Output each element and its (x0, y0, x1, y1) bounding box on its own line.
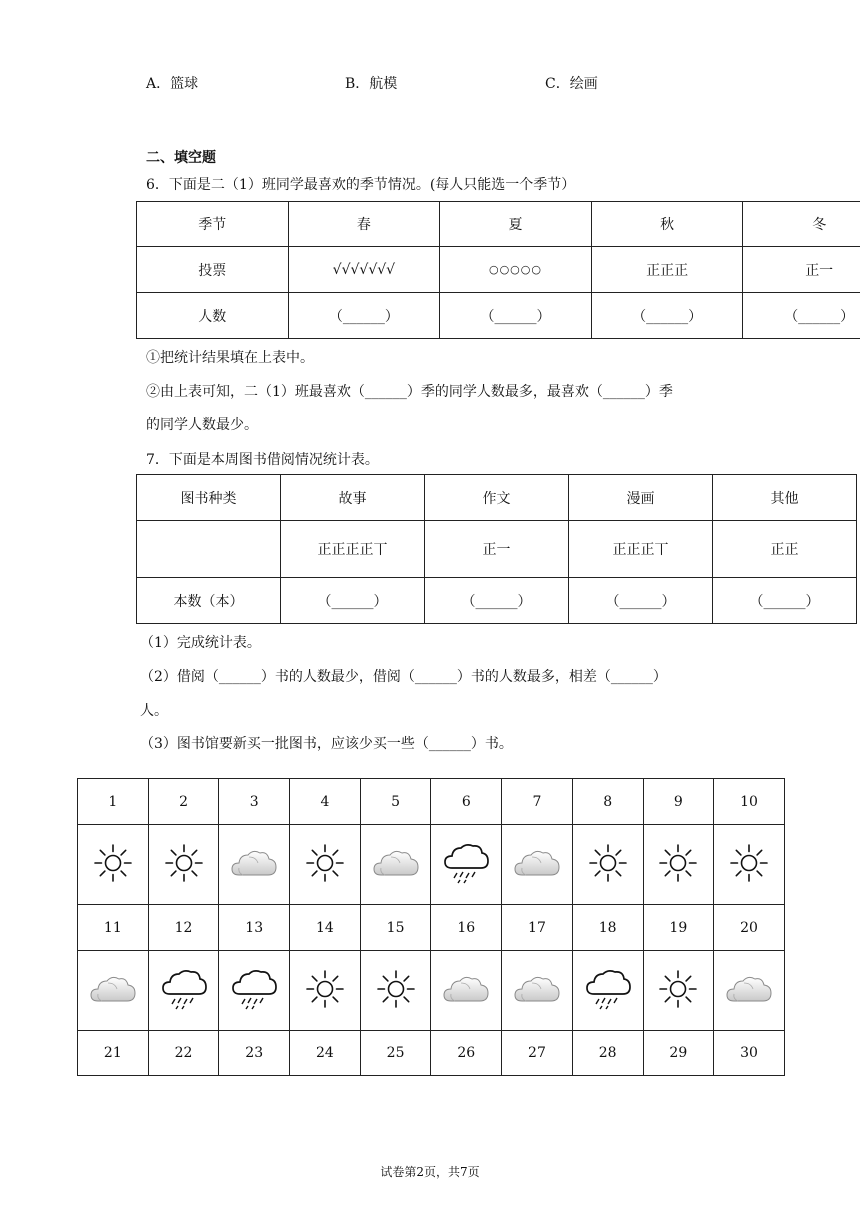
q6-header-spring: 春 (288, 202, 440, 247)
cloud-icon (88, 969, 138, 1009)
day-cell: 14 (290, 905, 361, 951)
weather-icon-cell (431, 825, 502, 905)
q6-header-autumn: 秋 (591, 202, 743, 247)
q7-sub2-line1: （2）借阅（______）书的人数最少，借阅（______）书的人数最多，相差（______） (140, 669, 667, 685)
q7-header-row (137, 475, 857, 521)
q6-votes-winter: 正一 (743, 247, 860, 293)
q5-option-b: B．航模 (345, 76, 398, 92)
day-cell: 29 (643, 1031, 714, 1076)
q7-tally-label (137, 521, 281, 578)
day-cell: 30 (714, 1031, 785, 1076)
sun-icon (655, 966, 701, 1012)
q6-votes-row (137, 247, 860, 293)
q7-count-row (137, 578, 857, 624)
weather-icon-cell (572, 951, 643, 1031)
weather-icon-cell (643, 951, 714, 1031)
weather-days-row-3 (78, 1031, 785, 1076)
weather-icon-cell (360, 951, 431, 1031)
rain-icon (441, 840, 491, 886)
day-cell: 25 (360, 1031, 431, 1076)
q7-count-label: 本数（本） (137, 578, 281, 624)
q7-header-comic: 漫画 (569, 475, 713, 521)
q7-count-other-blank[interactable]: （______） (713, 578, 857, 624)
cloud-icon (512, 843, 562, 883)
sun-icon (726, 840, 772, 886)
q6-count-label: 人数 (137, 293, 289, 339)
q7-header-other: 其他 (713, 475, 857, 521)
q7-header-category: 图书种类 (137, 475, 281, 521)
weather-icon-cell (714, 951, 785, 1031)
q7-header-essay: 作文 (425, 475, 569, 521)
weather-icon-cell (148, 951, 219, 1031)
sun-icon (302, 840, 348, 886)
rain-icon (159, 966, 209, 1012)
q5-option-a: A．篮球 (146, 76, 199, 92)
day-cell: 28 (572, 1031, 643, 1076)
day-cell: 23 (219, 1031, 290, 1076)
day-cell: 20 (714, 905, 785, 951)
weather-icons-row-1 (78, 825, 785, 905)
weather-icon-cell (502, 825, 573, 905)
day-cell: 1 (78, 779, 149, 825)
weather-icon-cell (572, 825, 643, 905)
q6-votes-spring: √√√√√√√ (288, 247, 440, 293)
q6-votes-label: 投票 (137, 247, 289, 293)
q6-sub1: ①把统计结果填在上表中。 (146, 350, 314, 366)
day-cell: 9 (643, 779, 714, 825)
rain-icon (229, 966, 279, 1012)
q6-votes-summer: ○○○○○ (440, 247, 592, 293)
day-cell: 7 (502, 779, 573, 825)
q6-count-summer-blank[interactable]: （______） (440, 293, 592, 339)
weather-icon-cell (502, 951, 573, 1031)
cloud-icon (229, 843, 279, 883)
day-cell: 6 (431, 779, 502, 825)
day-cell: 27 (502, 1031, 573, 1076)
weather-icon-cell (78, 951, 149, 1031)
sun-icon (161, 840, 207, 886)
day-cell: 17 (502, 905, 573, 951)
section2-title: 二、填空题 (146, 150, 216, 166)
rain-icon (583, 966, 633, 1012)
day-cell: 4 (290, 779, 361, 825)
day-cell: 3 (219, 779, 290, 825)
weather-icon-cell (219, 825, 290, 905)
weather-icon-cell (219, 951, 290, 1031)
weather-icon-cell (714, 825, 785, 905)
q7-count-story-blank[interactable]: （______） (281, 578, 425, 624)
q7-tally-row (137, 521, 857, 578)
q6-stem: 6．下面是二（1）班同学最喜欢的季节情况。(每人只能选一个季节） (146, 177, 576, 193)
cloud-icon (724, 969, 774, 1009)
day-cell: 13 (219, 905, 290, 951)
day-cell: 12 (148, 905, 219, 951)
day-cell: 8 (572, 779, 643, 825)
sun-icon (655, 840, 701, 886)
weather-days-row-1 (78, 779, 785, 825)
day-cell: 18 (572, 905, 643, 951)
q7-stem: 7．下面是本周图书借阅情况统计表。 (146, 452, 379, 468)
q6-count-row (137, 293, 860, 339)
day-cell: 5 (360, 779, 431, 825)
q7-sub3: （3）图书馆要新买一批图书，应该少买一些（______）书。 (140, 736, 513, 752)
weather-icon-cell (78, 825, 149, 905)
q6-season-table (136, 201, 860, 339)
q6-count-autumn-blank[interactable]: （______） (591, 293, 743, 339)
cloud-icon (441, 969, 491, 1009)
q6-header-summer: 夏 (440, 202, 592, 247)
weather-icon-cell (290, 825, 361, 905)
sun-icon (90, 840, 136, 886)
weather-icon-cell (360, 825, 431, 905)
sun-icon (302, 966, 348, 1012)
day-cell: 19 (643, 905, 714, 951)
day-cell: 21 (78, 1031, 149, 1076)
q6-sub2-line2: 的同学人数最少。 (146, 417, 258, 433)
weather-calendar (77, 778, 785, 1076)
q7-count-comic-blank[interactable]: （______） (569, 578, 713, 624)
q7-book-table (136, 474, 857, 624)
q7-sub2-line2: 人。 (140, 703, 168, 719)
q6-sub2-line1: ②由上表可知，二（1）班最喜欢（______）季的同学人数最多，最喜欢（______）季 (146, 384, 673, 400)
weather-icon-cell (148, 825, 219, 905)
weather-icons-row-2 (78, 951, 785, 1031)
q6-count-winter-blank[interactable]: （______） (743, 293, 860, 339)
q6-count-spring-blank[interactable]: （______） (288, 293, 440, 339)
q5-options (0, 73, 860, 93)
weather-icon-cell (290, 951, 361, 1031)
q7-sub1: （1）完成统计表。 (140, 635, 261, 651)
day-cell: 16 (431, 905, 502, 951)
day-cell: 2 (148, 779, 219, 825)
day-cell: 10 (714, 779, 785, 825)
q7-tally-comic: 正正正丅 (569, 521, 713, 578)
q7-count-essay-blank[interactable]: （______） (425, 578, 569, 624)
weather-icon-cell (431, 951, 502, 1031)
q7-tally-essay: 正一 (425, 521, 569, 578)
q6-header-row (137, 202, 860, 247)
day-cell: 15 (360, 905, 431, 951)
q5-option-c: C．绘画 (545, 76, 598, 92)
weather-days-row-2 (78, 905, 785, 951)
q7-tally-other: 正正 (713, 521, 857, 578)
sun-icon (373, 966, 419, 1012)
q6-votes-autumn: 正正正 (591, 247, 743, 293)
q6-header-season: 季节 (137, 202, 289, 247)
cloud-icon (512, 969, 562, 1009)
day-cell: 24 (290, 1031, 361, 1076)
page-footer: 试卷第2页，共7页 (380, 1165, 480, 1179)
weather-icon-cell (643, 825, 714, 905)
q7-tally-story: 正正正正丅 (281, 521, 425, 578)
sun-icon (585, 840, 631, 886)
day-cell: 22 (148, 1031, 219, 1076)
cloud-icon (371, 843, 421, 883)
day-cell: 11 (78, 905, 149, 951)
day-cell: 26 (431, 1031, 502, 1076)
q7-header-story: 故事 (281, 475, 425, 521)
q6-header-winter: 冬 (743, 202, 860, 247)
